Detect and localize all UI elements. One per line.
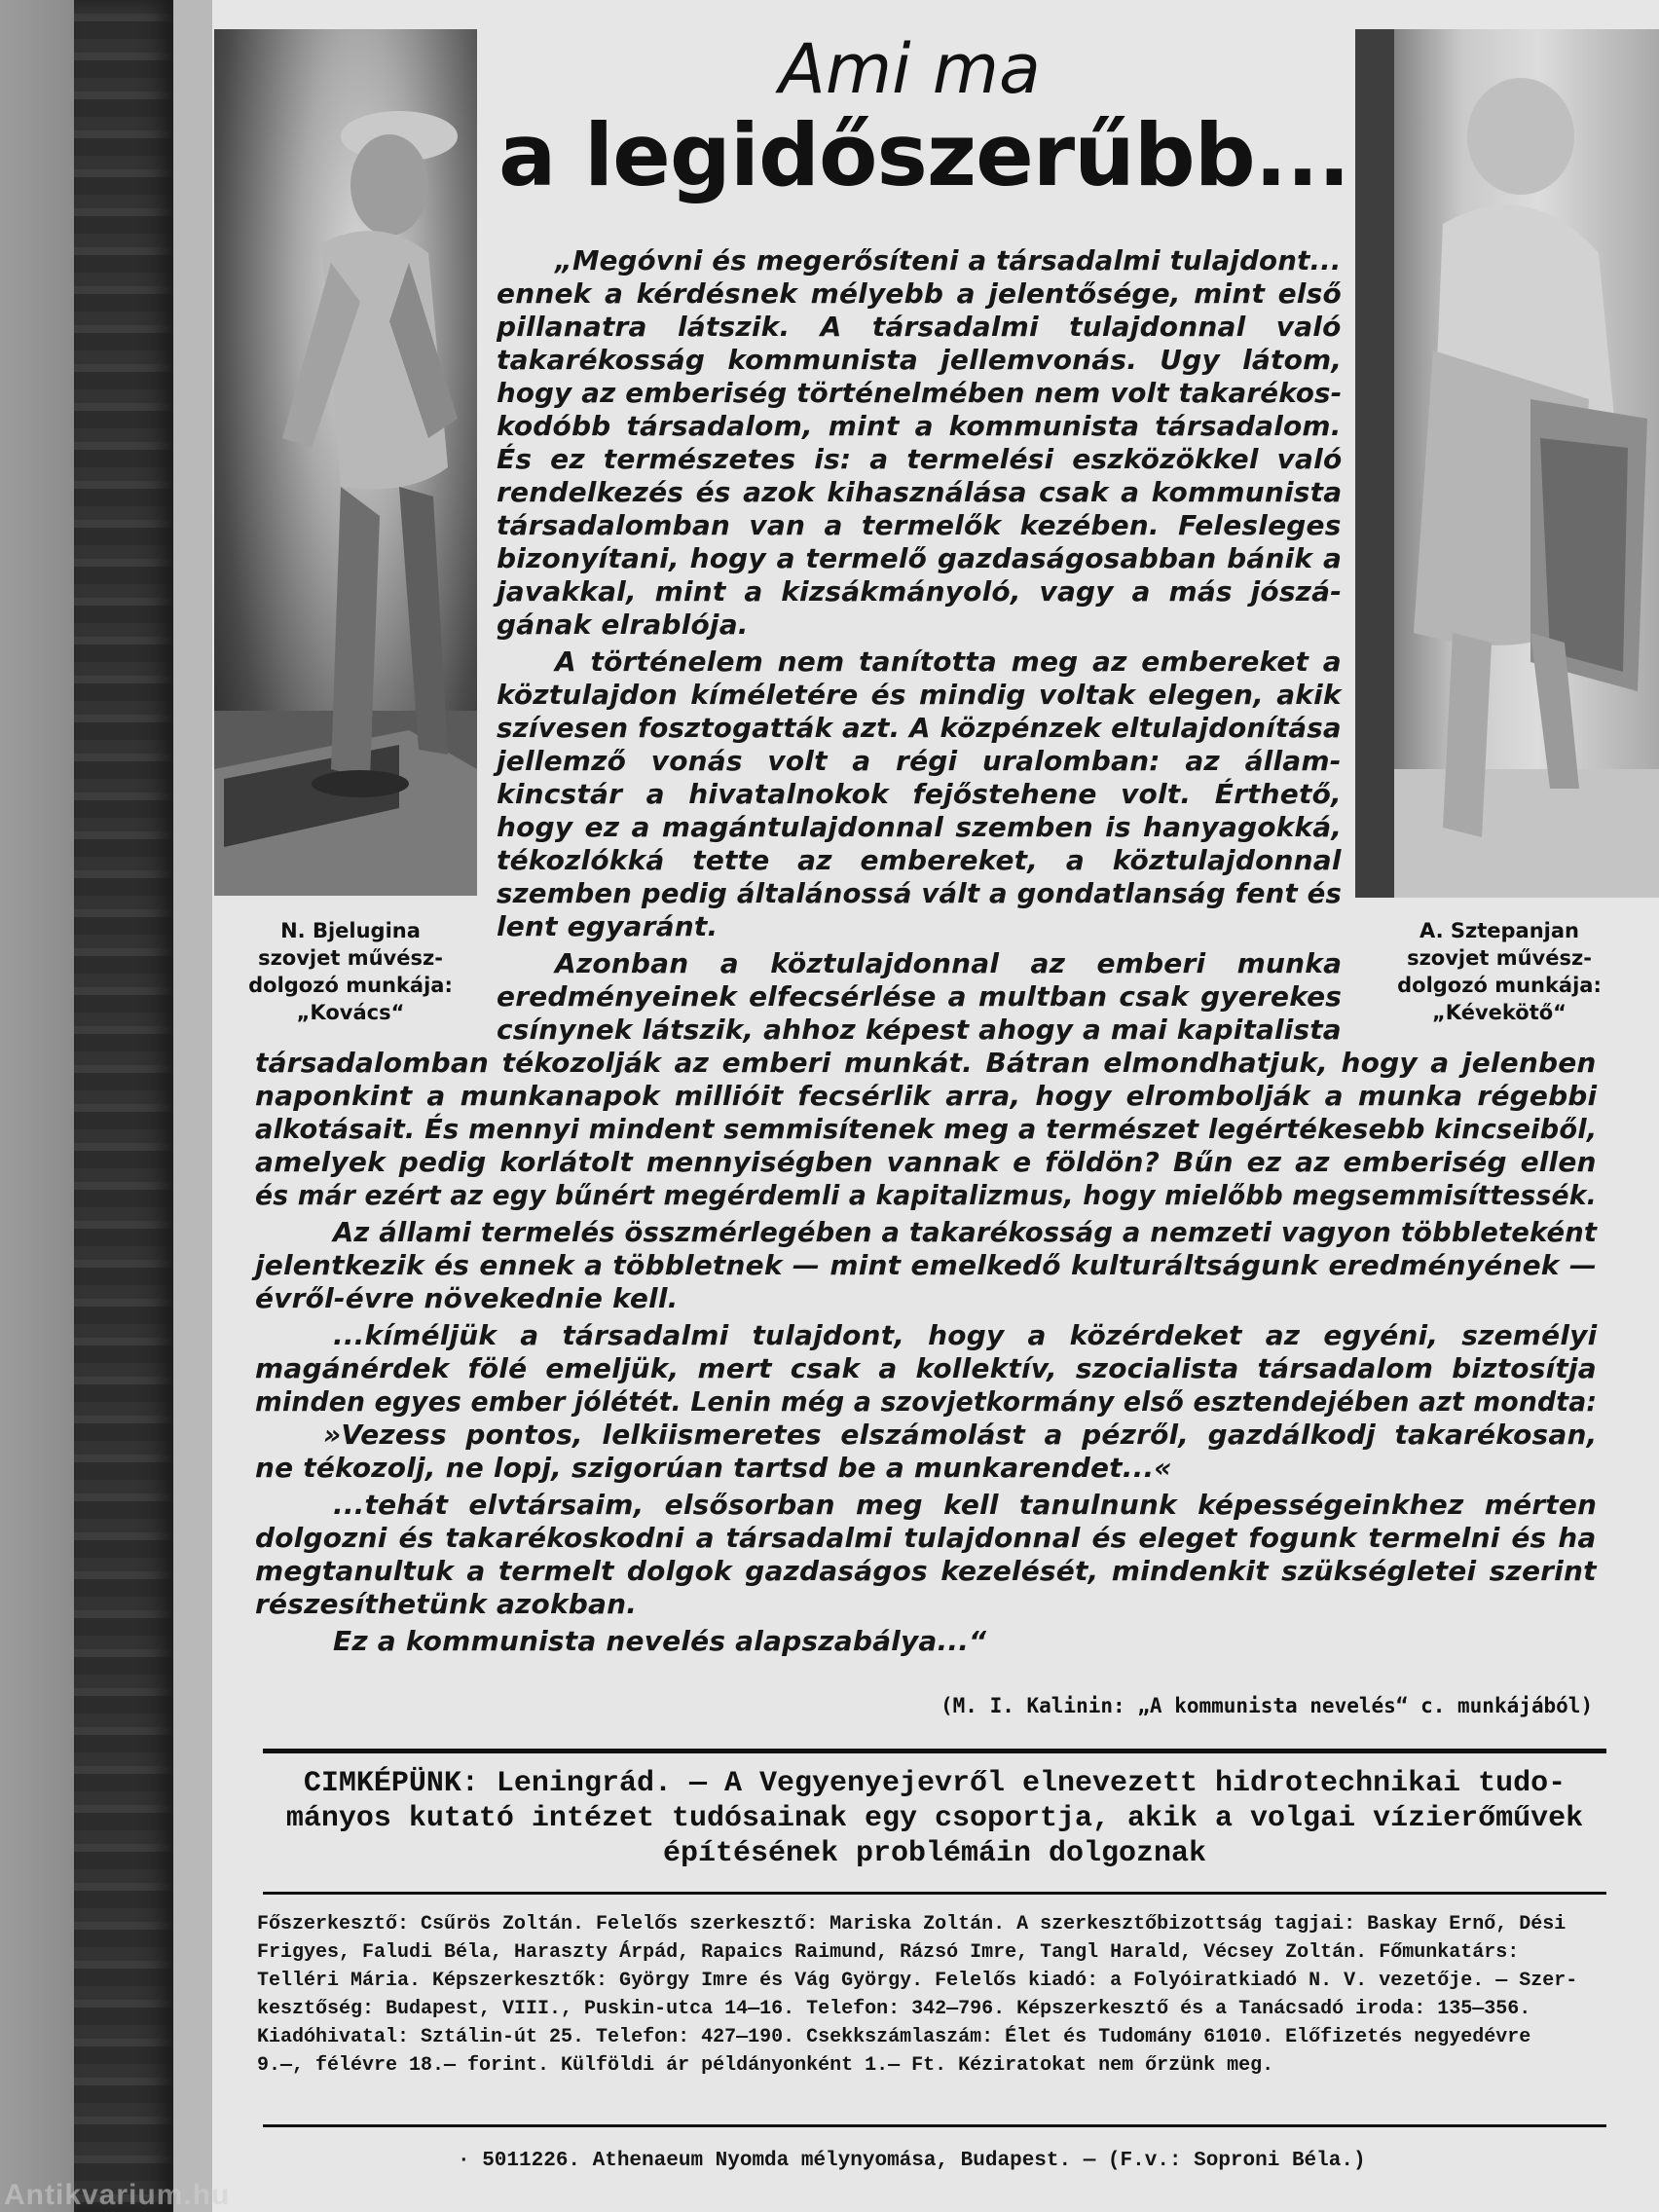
- article-line: kincstár a hivatalnokok fejőstehene volt. Érthető,: [497, 778, 1342, 810]
- imprint-line: 9.—, félévre 18.— forint. Külföldi ár példányonként 1.— Ft. Kéziratokat nem őrzünk meg.: [257, 2054, 1274, 2077]
- article-line: A történelem nem tanította meg az embereket a: [555, 645, 1342, 678]
- caption-line: „Kovács“: [296, 1001, 405, 1024]
- article-line: Azonban a köztulajdonnal az emberi munka: [555, 947, 1343, 979]
- article-line: „Megóvni és megerősíteni a társadalmi tulajdont...: [555, 244, 1342, 276]
- imprint-line: Kiadóhivatal: Sztálin-út 25. Telefon: 427—190. Csekkszámlaszám: Élet és Tudomány 61010. Előfizetés negyedévre: [257, 2026, 1531, 2048]
- caption-line: N. Bjelugina: [280, 919, 421, 942]
- divider-rule: [263, 2124, 1606, 2127]
- article-line: eredményeinek elfecsérlése a multban csak gyerekes: [497, 980, 1343, 1013]
- cover-caption-line: mányos kutató intézet tudósainak egy csoportja, akik a volgai vízierőművek: [285, 1802, 1584, 1835]
- article-line: lent egyaránt.: [497, 910, 719, 942]
- article-line: társadalomban van a termelők kezében. Felesleges: [497, 509, 1342, 541]
- imprint-line: Főszerkesztő: Csűrös Zoltán. Felelős szerkesztő: Mariska Zoltán. A szerkesztőbizottság tagjai: Baskay Ernő, Dési: [257, 1913, 1567, 1936]
- article-line: jelentkezik és ennek a többletnek — mint emelkedő kulturáltságunk eredményének —: [255, 1249, 1598, 1281]
- article-line: pillanatra látszik. A társadalmi tulajdonnal való: [497, 311, 1342, 343]
- article-line: megtanultuk a termelt dolgok gazdaságos kezelését, mindenkit szükségletei szerint: [255, 1555, 1597, 1587]
- article-line: minden egyes ember jólétét. Lenin még a szovjetkormány első esztendejében azt mondta:: [255, 1385, 1598, 1418]
- article-line: takarékosság kommunista jellemvonás. Ugy látom,: [497, 344, 1343, 376]
- article-line: »Vezess pontos, lelkiismeretes elszámolást a pézről, gazdálkodj takarékosan,: [323, 1419, 1598, 1451]
- article-line: részesíthetünk azokban.: [255, 1588, 638, 1620]
- divider-rule: [263, 1892, 1606, 1895]
- article-line: csínynek látszik, ahhoz képest ahogy a mai kapitalista: [497, 1014, 1342, 1046]
- photo-sheaf-binder-statue: [1355, 29, 1659, 898]
- article-line: alkotásait. És mennyi mindent semmisítenek meg a természet legértékesebb kincseiből,: [255, 1113, 1598, 1145]
- article-line: jellemző vonás volt a régi uralomban: az állam-: [497, 745, 1342, 777]
- divider-rule: [263, 1749, 1606, 1753]
- article-line: Ez a kommunista nevelés alapszabálya...“: [333, 1625, 987, 1657]
- article-title-line1: Ami ma: [779, 29, 1041, 109]
- caption-line: „Kévekötő“: [1432, 1001, 1567, 1024]
- article-line: ennek a kérdésnek mélyebb a jelentősége, mint első: [497, 277, 1342, 310]
- imprint-line: kesztőség: Budapest, VIII., Puskin-utca 14—16. Telefon: 342—796. Képszerkesztő és a Tanácsadó iroda: 135—356.: [257, 1998, 1531, 2020]
- article-line: Az állami termelés összmérlegében a takarékosság a nemzeti vagyon többleteként: [333, 1216, 1598, 1248]
- article-title-line2: a legidőszerűbb...: [498, 105, 1350, 205]
- photo-caption-left: [234, 917, 467, 1026]
- article-line: szívesen fosztogatták azt. A közpénzek eltulajdonítása: [497, 712, 1342, 744]
- article-line: ...kíméljük a társadalmi tulajdont, hogy a közérdeket az egyéni, személyi: [333, 1319, 1598, 1351]
- article-line: naponkint a munkanapok millióit fecsérlik arra, hogy elrombolják a munka régebbi: [255, 1080, 1598, 1112]
- article-line: és már ezért az egy bűnért megérdemli a kapitalizmus, hogy mielőbb megsemmisíttessék.: [255, 1179, 1597, 1211]
- article-line: tékozlókká tette az embereket, a köztulajdonnal: [497, 844, 1342, 876]
- article-line: bizonyítani, hogy a termelő gazdaságosabban bánik a: [497, 542, 1343, 574]
- photo-caption-right: [1363, 917, 1636, 1026]
- cover-caption-line: építésének problémáin dolgoznak: [662, 1837, 1207, 1870]
- article-line: javakkal, mint a kizsákmányoló, vagy a más jószá-: [497, 575, 1343, 608]
- caption-line: dolgozó munkája:: [248, 974, 453, 997]
- quote-attribution: (M. I. Kalinin: „A kommunista nevelés“ c. munkájából): [940, 1694, 1594, 1717]
- binding-spine: [74, 0, 179, 2212]
- watermark: Antikvarium.hu: [4, 2179, 231, 2211]
- printer-note: · 5011226. Athenaeum Nyomda mélynyomása, Budapest. — (F.v.: Soproni Béla.): [458, 2150, 1366, 2172]
- article-line: szemben pedig általánossá vált a gondatlanság fent és: [497, 877, 1343, 909]
- imprint-line: Frigyes, Faludi Béla, Haraszty Árpád, Rapaics Raimund, Rázsó Imre, Tangl Harald, Vécsey Zoltán. Főmunkatárs:: [257, 1941, 1520, 1964]
- cover-caption-line: CIMKÉPÜNK: Leningrád. — A Vegyenyejevről elnevezett hidrotechnikai tudo-: [303, 1767, 1567, 1800]
- article-line: hogy ez a magántulajdonnal szemben is hanyagokká,: [497, 811, 1343, 843]
- caption-line: szovjet művész-: [258, 946, 443, 970]
- blacksmith-statue-illustration: [214, 29, 477, 896]
- article-line: És ez természetes is: a termelési eszközökkel való: [497, 443, 1343, 475]
- article-line: gának elrablója.: [497, 608, 749, 641]
- article-line: ...tehát elvtársaim, elsősorban meg kell tanulnunk képességeinkhez mérten: [333, 1489, 1598, 1521]
- article-line: dolgozni és takarékoskodni a társadalmi tulajdonnal és eleget fogunk termelni és ha: [255, 1522, 1597, 1554]
- caption-line: A. Sztepanjan: [1419, 919, 1580, 942]
- article-line: ne tékozolj, ne lopj, szigorúan tartsd be a munkarendet...«: [255, 1452, 1172, 1484]
- caption-line: szovjet művész-: [1407, 946, 1592, 970]
- caption-line: dolgozó munkája:: [1397, 974, 1602, 997]
- article-line: hogy az emberiség történelmében nem volt takarékos-: [497, 377, 1343, 409]
- imprint-line: Telléri Mária. Képszerkesztők: György Imre és Vág György. Felelős kiadó: a Folyóiratkiadó N. V. vezetője. — Szer-: [257, 1970, 1578, 1992]
- article-line: magánérdek fölé emeljük, mert csak a kollektív, szocialista társadalom biztosítja: [255, 1352, 1597, 1384]
- article-line: köztulajdon kíméletére és mindig voltak elegen, akik: [497, 679, 1342, 711]
- photo-blacksmith-statue: [214, 29, 477, 896]
- sheaf-binder-statue-illustration: [1355, 29, 1659, 898]
- article-line: évről-évre növekednie kell.: [255, 1282, 679, 1314]
- article-line: társadalomban tékozolják az emberi munkát. Bátran elmondhatjuk, hogy a jelenben: [255, 1047, 1597, 1079]
- article-line: rendelkezés és azok kihasználása csak a kommunista: [497, 476, 1343, 508]
- article-line: amelyek pedig korlátolt mennyiségben vannak e földön? Bűn ez az emberiség ellen: [255, 1146, 1597, 1178]
- article-line: kodóbb társadalom, mint a kommunista társadalom.: [497, 410, 1342, 442]
